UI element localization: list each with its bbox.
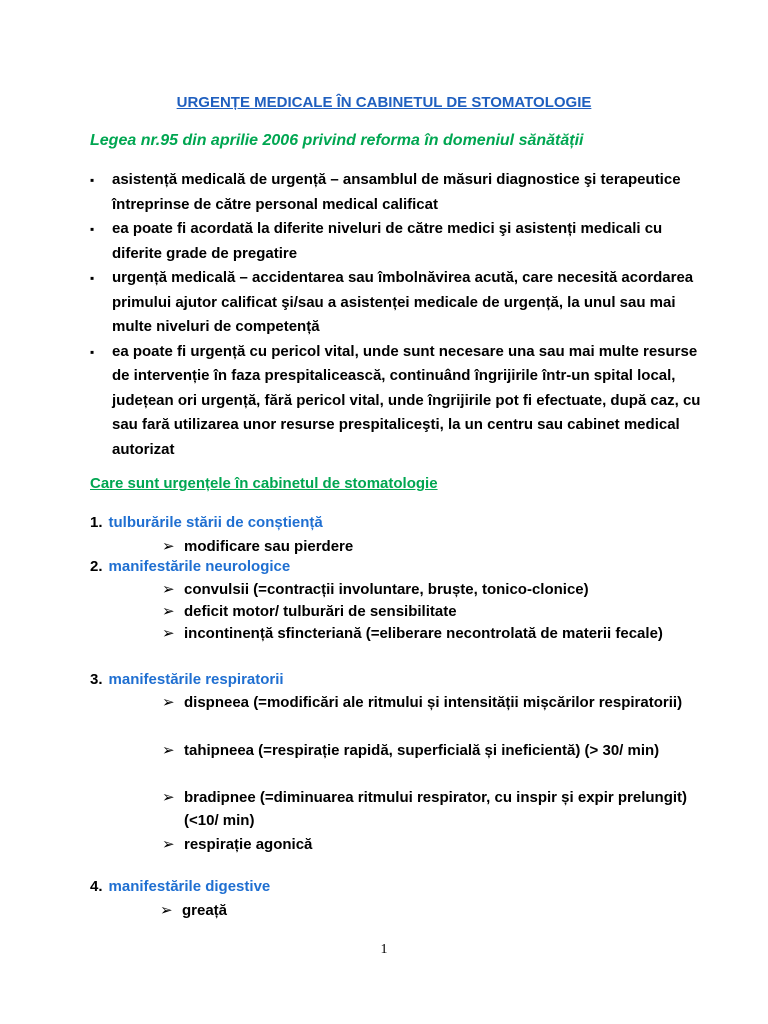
item-number: 2. <box>90 558 103 575</box>
bullet-icon: ▪ <box>90 271 95 285</box>
item-label: manifestările digestive <box>108 878 271 895</box>
item-number: 1. <box>90 514 103 531</box>
list-item <box>90 217 710 266</box>
arrow-icon: ➢ <box>162 603 175 620</box>
numbered-item <box>90 558 290 575</box>
list-item <box>90 168 710 217</box>
bullet-text: asistență medicală de urgență – ansamblul de măsuri diagnostice şi terapeutice întreprinse de către personal medical calificat <box>112 171 681 213</box>
sub-item-text: greață <box>182 902 228 919</box>
arrow-icon: ➢ <box>162 742 175 759</box>
sub-item-text: bradipnee (=diminuarea ritmului respirator, cu inspir și expir prelungit) (<10/ min) <box>184 789 688 829</box>
sub-item <box>162 536 702 559</box>
item-label: tulburările stării de conștiență <box>108 514 323 531</box>
sub-item-text: convulsii (=contracții involuntare, bruște, tonico-clonice) <box>184 581 589 598</box>
sub-item <box>162 740 702 763</box>
bullet-icon: ▪ <box>90 222 95 236</box>
item-number: 3. <box>90 671 103 688</box>
numbered-item <box>90 514 323 531</box>
law-reference: Legea nr.95 din aprilie 2006 privind reforma în domeniul sănătății <box>90 132 584 149</box>
sub-item-text: tahipneea (=respirație rapidă, superficială și ineficientă) (> 30/ min) <box>184 742 660 759</box>
definition-list <box>90 168 710 462</box>
bullet-icon: ▪ <box>90 344 95 359</box>
arrow-icon: ➢ <box>162 789 175 806</box>
arrow-icon: ➢ <box>162 836 175 853</box>
item-label: manifestările neurologice <box>108 558 291 575</box>
sub-item <box>162 692 702 715</box>
sub-item <box>160 900 700 923</box>
bullet-text: ea poate fi acordată la diferite niveluri de către medici şi asistenți medicali cu diferite grade de pregatire <box>112 220 663 262</box>
arrow-icon: ➢ <box>162 694 175 711</box>
numbered-item <box>90 878 270 895</box>
sub-item <box>162 623 702 646</box>
list-item <box>90 266 710 340</box>
item-number: 4. <box>90 878 103 895</box>
section-heading: Care sunt urgențele în cabinetul de stomatologie <box>90 475 438 492</box>
sub-item <box>162 579 702 602</box>
bullet-text: ea poate fi urgență cu pericol vital, unde sunt necesare una sau mai multe resurse de intervenție în faza prespitalicească, continuând îngrijirile într-un spital local, județean ori urgență, fără pericol vital, unde îngrijirile pot fi efectuate, după caz, cu sau fară utilizarea unor resurse prespitaliceşti, la un centru sau cabinet medical autorizat <box>112 342 701 458</box>
sub-item <box>162 787 702 832</box>
sub-item-text: modificare sau pierdere <box>184 538 354 555</box>
sub-item-text: incontinență sfincteriană (=eliberare necontrolată de materii fecale) <box>184 625 663 642</box>
page-number: 1 <box>380 942 388 957</box>
page-title: URGENȚE MEDICALE ÎN CABINETUL DE STOMATOLOGIE <box>176 94 592 111</box>
arrow-icon: ➢ <box>160 902 173 919</box>
arrow-icon: ➢ <box>162 538 175 555</box>
sub-item-text: dispneea (=modificări ale ritmului și intensității mișcărilor respiratorii) <box>184 694 683 711</box>
sub-item-text: respirație agonică <box>184 836 313 853</box>
bullet-icon: ▪ <box>90 173 95 187</box>
item-label: manifestările respiratorii <box>108 671 284 688</box>
numbered-item <box>90 671 284 688</box>
arrow-icon: ➢ <box>162 625 175 642</box>
sub-item <box>162 601 702 624</box>
bullet-text: urgență medicală – accidentarea sau îmbolnăvirea acută, care necesită acordarea primului ajutor calificat şi/sau a asistenței medicale de urgență, la unul sau mai multe niveluri de competență <box>112 269 694 335</box>
list-item <box>90 340 710 463</box>
sub-item <box>162 834 702 857</box>
arrow-icon: ➢ <box>162 581 175 598</box>
sub-item-text: deficit motor/ tulburări de sensibilitate <box>184 603 457 620</box>
